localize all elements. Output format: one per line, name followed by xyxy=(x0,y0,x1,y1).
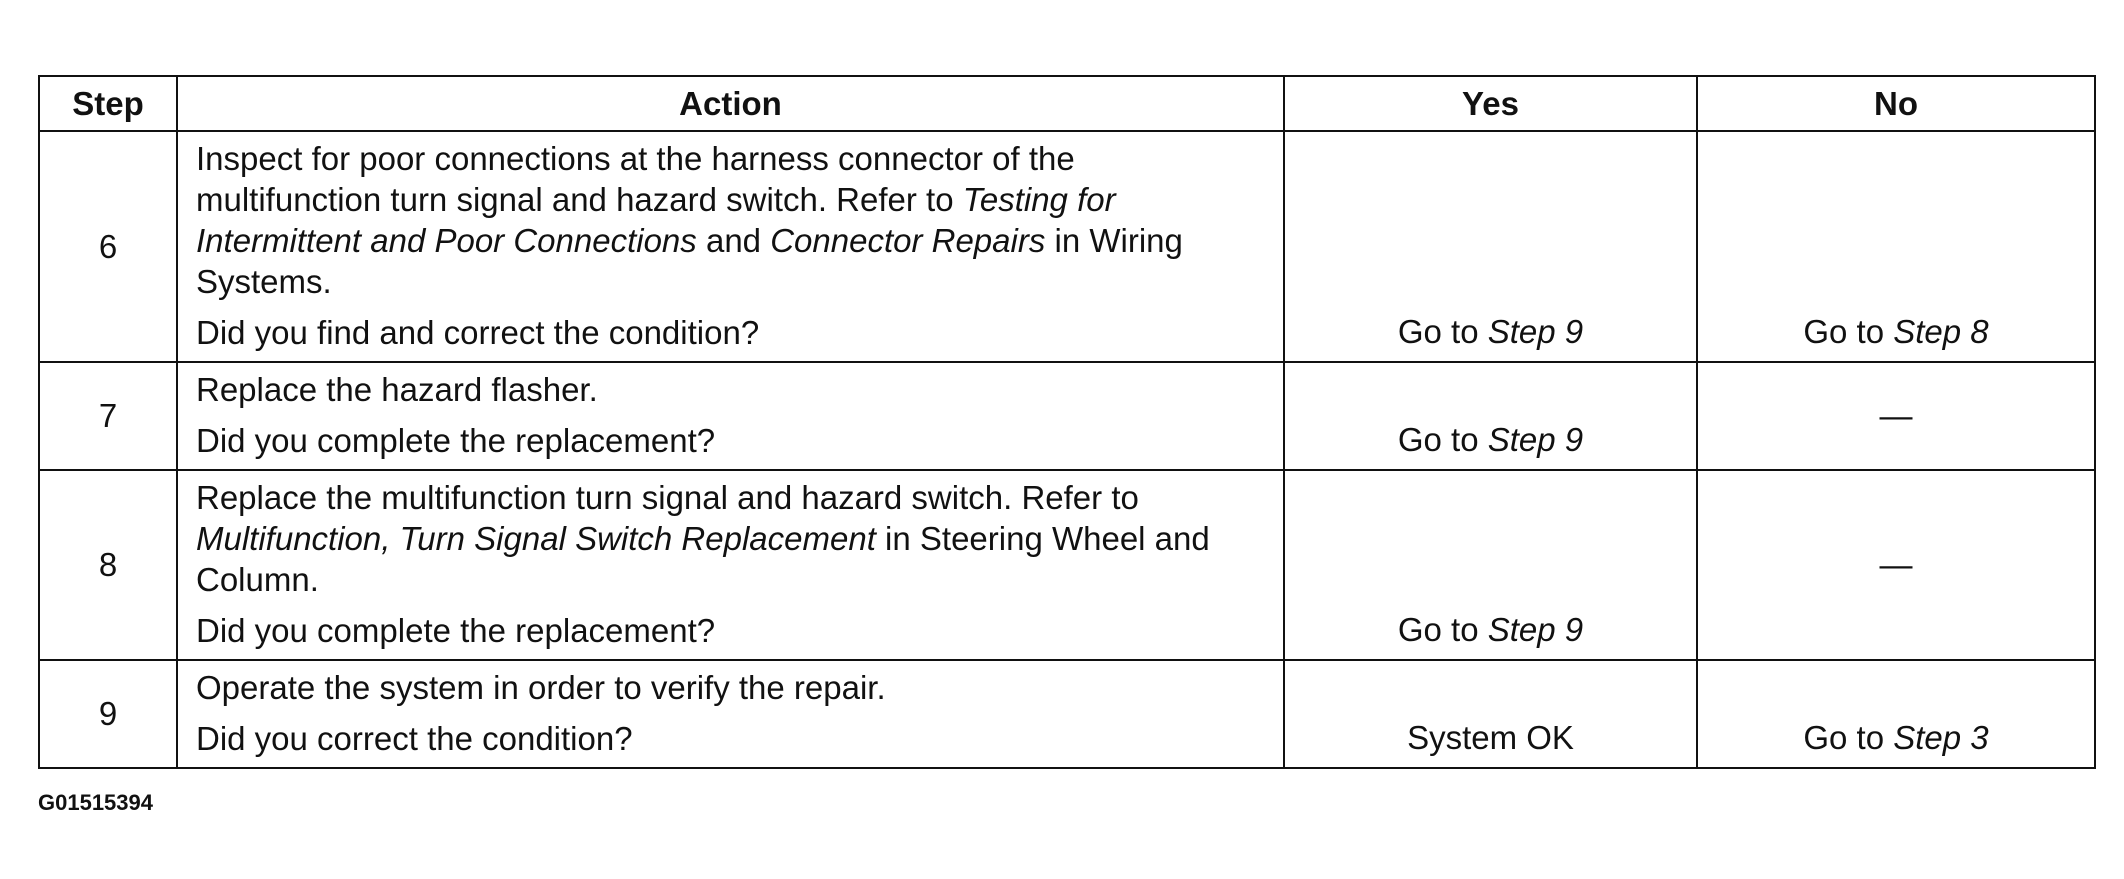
no-result-dash: — xyxy=(1879,546,1913,583)
result-prefix: Go to xyxy=(1397,611,1488,648)
action-cell xyxy=(177,131,1284,362)
yes-cell xyxy=(1284,362,1697,470)
yes-cell xyxy=(1284,470,1697,660)
step-reference: Step 9 xyxy=(1487,313,1584,350)
step-number: 8 xyxy=(39,470,177,660)
table-row xyxy=(39,362,2095,470)
question-text: Did you complete the replacement? xyxy=(196,422,716,459)
step-reference: Step 9 xyxy=(1487,611,1584,648)
reference-link-text: Multifunction, Turn Signal Switch Replacement xyxy=(196,520,876,557)
instruction-text xyxy=(196,667,1269,708)
action-cell xyxy=(177,362,1284,470)
question-text: Did you correct the condition? xyxy=(196,720,633,757)
header-step: Step xyxy=(39,76,177,131)
step-reference: Step 8 xyxy=(1893,313,1989,350)
instruction-part: in Steering Wheel and Column. xyxy=(196,520,1210,598)
yes-result xyxy=(1285,611,1696,649)
no-cell xyxy=(1697,660,2095,768)
instruction-text xyxy=(196,138,1269,302)
step-number: 7 xyxy=(39,362,177,470)
yes-result xyxy=(1285,421,1696,459)
result-prefix: Go to xyxy=(1397,421,1488,458)
instruction-part: in Wiring Systems. xyxy=(196,222,1183,300)
instruction-part: Inspect for poor connections at the harness connector of the multifunction turn signal and hazard switch. Refer to xyxy=(196,140,1075,218)
diagnostic-table xyxy=(38,75,2096,769)
step-number: 9 xyxy=(39,660,177,768)
question-text: Did you complete the replacement? xyxy=(196,612,716,649)
step-number: 6 xyxy=(39,131,177,362)
result-prefix: Go to xyxy=(1803,313,1894,350)
yes-result: System OK xyxy=(1407,719,1574,756)
header-yes: Yes xyxy=(1284,76,1697,131)
reference-link-text: Connector Repairs xyxy=(770,222,1046,259)
instruction-text xyxy=(196,477,1269,600)
question-text: Did you find and correct the condition? xyxy=(196,314,760,351)
instruction-part: Operate the system in order to verify the repair. xyxy=(196,669,886,706)
action-cell xyxy=(177,470,1284,660)
table-header-row xyxy=(39,76,2095,131)
no-cell xyxy=(1697,362,2095,470)
yes-result xyxy=(1285,313,1696,351)
no-result-dash: — xyxy=(1879,397,1913,434)
instruction-part: Replace the multifunction turn signal and hazard switch. Refer to xyxy=(196,479,1139,516)
table-row xyxy=(39,470,2095,660)
reference-link-text: Testing for Intermittent and Poor Connections xyxy=(196,181,1116,259)
no-cell xyxy=(1697,131,2095,362)
header-no: No xyxy=(1697,76,2095,131)
action-cell xyxy=(177,660,1284,768)
no-result xyxy=(1698,313,2094,351)
header-action: Action xyxy=(177,76,1284,131)
table-row xyxy=(39,131,2095,362)
no-result xyxy=(1698,719,2094,757)
step-reference: Step 3 xyxy=(1893,719,1989,756)
figure-code: G01515394 xyxy=(38,790,153,815)
yes-cell xyxy=(1284,660,1697,768)
result-prefix: Go to xyxy=(1397,313,1488,350)
instruction-part: and xyxy=(696,222,771,259)
instruction-text xyxy=(196,369,1269,410)
result-prefix: Go to xyxy=(1803,719,1894,756)
no-cell xyxy=(1697,470,2095,660)
table-row xyxy=(39,660,2095,768)
instruction-part: Replace the hazard flasher. xyxy=(196,371,598,408)
step-reference: Step 9 xyxy=(1487,421,1584,458)
yes-cell xyxy=(1284,131,1697,362)
